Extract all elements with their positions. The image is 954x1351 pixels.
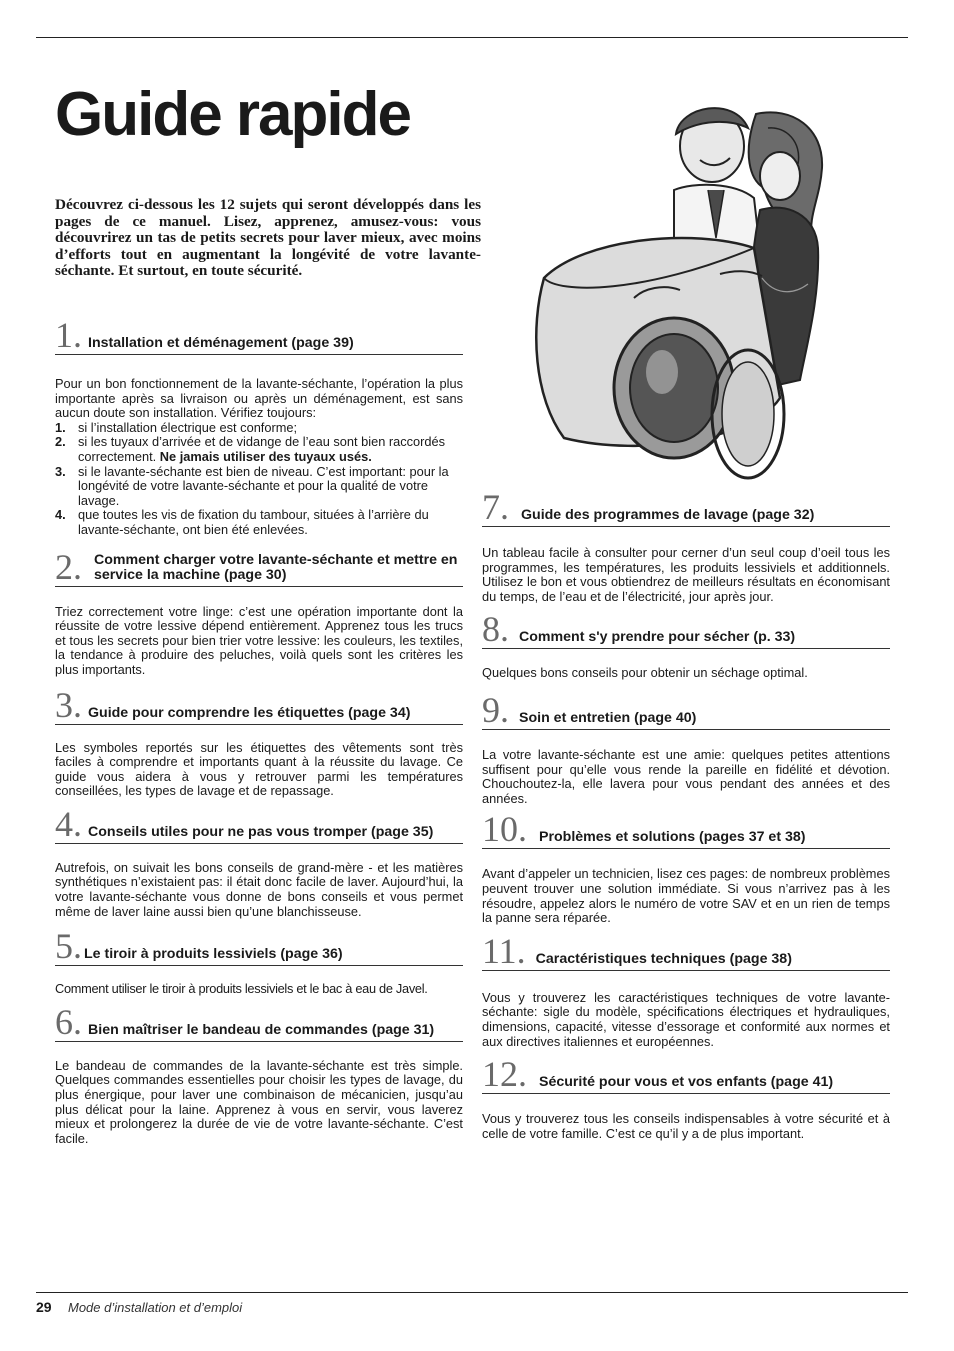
section-1: [55, 315, 463, 538]
section-8: [482, 609, 890, 681]
section-title: Guide pour comprendre les étiquettes (page 34): [88, 704, 411, 721]
top-rule: [36, 37, 908, 38]
section-title: Soin et entretien (page 40): [519, 709, 697, 726]
section-title: Bien maîtriser le bandeau de commandes (page 31): [88, 1021, 435, 1038]
section-header: [55, 926, 463, 967]
section-body: Les symboles reportés sur les étiquettes des vêtements sont très faciles à comprendre et importants quant à la réussite du lavage. Ce guide vous aidera à vous y retrouver parmi les températures conseillées, les types de lavage et de repassage.: [55, 739, 463, 799]
list-item: 3. si le lavante-séchante est bien de niveau. C’est important: pour la longévité de votre lavante-séchante et pour la qualité de votre lavage.: [55, 463, 449, 508]
section-title: Comment charger votre lavante-séchante et mettre en service la machine (page 30): [94, 551, 458, 583]
section-header: [482, 1054, 890, 1095]
section-header: [482, 609, 890, 650]
checklist: [55, 421, 463, 538]
section-title: Guide des programmes de lavage (page 32): [521, 507, 815, 523]
section-number: 11.: [482, 930, 526, 971]
left-column: [55, 315, 463, 1146]
section-2: [55, 546, 463, 678]
section-number: 5.: [55, 926, 82, 967]
right-column: [482, 487, 890, 1141]
section-body: La votre lavante-séchante est une amie: quelques petites attentions suffisent pour qu’elle vous rende la pareille en fidélité et dévotion. Chouchoutez-la, elle lavera pour vous pendant des années et des années.: [482, 746, 890, 806]
bottom-rule: [36, 1292, 908, 1293]
section-10: [482, 809, 890, 926]
section-number: 10.: [482, 809, 527, 850]
section-number: 8.: [482, 609, 509, 650]
list-item: 4. que toutes les vis de fixation du tambour, situées à l’arrière du lavante-séchante, ont bien été enlevées.: [55, 507, 429, 537]
section-title: Comment s'y prendre pour sécher (p. 33): [519, 629, 796, 646]
section-body: Pour un bon fonctionnement de la lavante-séchante, l’opération la plus importante après sa livraison ou après un déménagement, est sans aucun doute son installation. Vérifiez toujours:: [55, 376, 463, 421]
section-header: [55, 315, 463, 355]
section-header: [55, 546, 463, 587]
section-number: 4.: [55, 803, 82, 844]
section-12: [482, 1054, 890, 1141]
section-body: Vous y trouverez tous les conseils indispensables à votre sécurité et à celle de votre famille. C’est ce qu’il y a de plus important.: [482, 1111, 890, 1141]
page-title: Guide rapide: [55, 80, 410, 149]
section-number: 1.: [55, 315, 82, 355]
section-header: [482, 689, 890, 730]
section-title: Sécurité pour vous et vos enfants (page 41): [539, 1074, 834, 1091]
section-number: 6.: [55, 1001, 82, 1042]
section-number: 12.: [482, 1054, 527, 1095]
section-title: Problèmes et solutions (pages 37 et 38): [539, 829, 806, 846]
section-body: Un tableau facile à consulter pour cerner d’un seul coup d’oeil tous les programmes, les températures, les produits lessiviels et additionnels. Utilisez le bon et vous obtiendrez de meilleurs résultats en économisant du temps, de l’eau et de l’électricité, jour après jour.: [482, 545, 890, 604]
section-number: 7.: [482, 487, 509, 527]
section-header: [55, 803, 463, 844]
section-header: [55, 1001, 463, 1042]
section-body: Triez correctement votre linge: c’est une opération importante dont la réussite de votre lessive dépend entièrement. Apprenez tous les trucs et tous les secrets pour bien trier votre lessive: les couleurs, les textiles, la tendance à produire des peluches, voilà quels sont les critères les plus importants.: [55, 603, 463, 677]
section-3: [55, 684, 463, 799]
section-9: [482, 689, 890, 806]
footer-text: Mode d’installation et d’emploi: [68, 1300, 243, 1315]
section-6: [55, 1001, 463, 1147]
section-title: Le tiroir à produits lessiviels (page 36): [84, 946, 343, 963]
section-number: 2.: [55, 546, 82, 587]
list-item: 2. si les tuyaux d’arrivée et de vidange de l’eau sont bien raccordés correctement. Ne jamais utiliser des tuyaux usés.: [55, 434, 446, 464]
section-body: Le bandeau de commandes de la lavante-séchante est très simple. Quelques commandes essentielles pour choisir les types de lavage, du plus énergique, pour laver une combinaison de mécanicien, jusqu’au plus délicat pour la laine. Apprenez à vous en servir, vous laverez mieux et prolongerez la durée de vie de votre lavante-séchante. C’est facile.: [55, 1057, 463, 1146]
section-body: Comment utiliser le tiroir à produits lessiviels et le bac à eau de Javel.: [55, 981, 428, 997]
section-title: Conseils utiles pour ne pas vous tromper (page 35): [88, 823, 434, 840]
section-header: [482, 487, 890, 527]
section-header: [55, 684, 463, 725]
section-number: 9.: [482, 689, 509, 730]
section-body: Autrefois, on suivait les bons conseils de grand-mère - et les matières synthétiques n’existaient pas: il était donc facile de laver. Aujourd’hui, la votre lavante-séchante vous donne de bons conseils et vous permet même de laver laine aussi bien qu’une blanchisseuse.: [55, 859, 463, 919]
page-number: 29: [36, 1299, 52, 1315]
section-number: 3.: [55, 684, 82, 725]
couple-washing-machine-illustration: [524, 98, 830, 490]
section-body: Quelques bons conseils pour obtenir un séchage optimal.: [482, 665, 808, 681]
section-header: [482, 930, 890, 971]
section-5: [55, 926, 463, 997]
section-4: [55, 803, 463, 919]
warning-text: Ne jamais utiliser des tuyaux usés.: [159, 448, 372, 464]
section-title: Caractéristiques techniques (page 38): [535, 950, 792, 967]
section-body: Vous y trouverez les caractéristiques techniques de votre lavante-séchante: sigle du modèle, spécifications électriques et hydrauliques, dimensions, capacité, vitesse d’essorage et conformité aux normes et aux directives italiennes et européennes.: [482, 989, 890, 1049]
section-body: Avant d’appeler un technicien, lisez ces pages: de nombreux problèmes peuvent trouver une solution immédiate. Si vous n’arrivez pas à les résoudre, appelez alors le numéro de votre SAV et en un rien de temps la panne sera réparée.: [482, 866, 890, 926]
section-header: [482, 809, 890, 850]
section-7: [482, 487, 890, 604]
section-title: Installation et déménagement (page 39): [88, 335, 354, 351]
intro-paragraph: Découvrez ci-dessous les 12 sujets qui seront développés dans les pages de ce manuel. Lisez, apprenez, amusez-vous: vous découvrirez un tas de petits secrets pour laver mieux, avec moins d’efforts tout en augmentant la longévité de votre lavante-séchante. Et surtout, en toute sécurité.: [55, 196, 481, 280]
list-item: 1. si l’installation électrique est conforme;: [55, 419, 298, 435]
section-11: [482, 930, 890, 1049]
